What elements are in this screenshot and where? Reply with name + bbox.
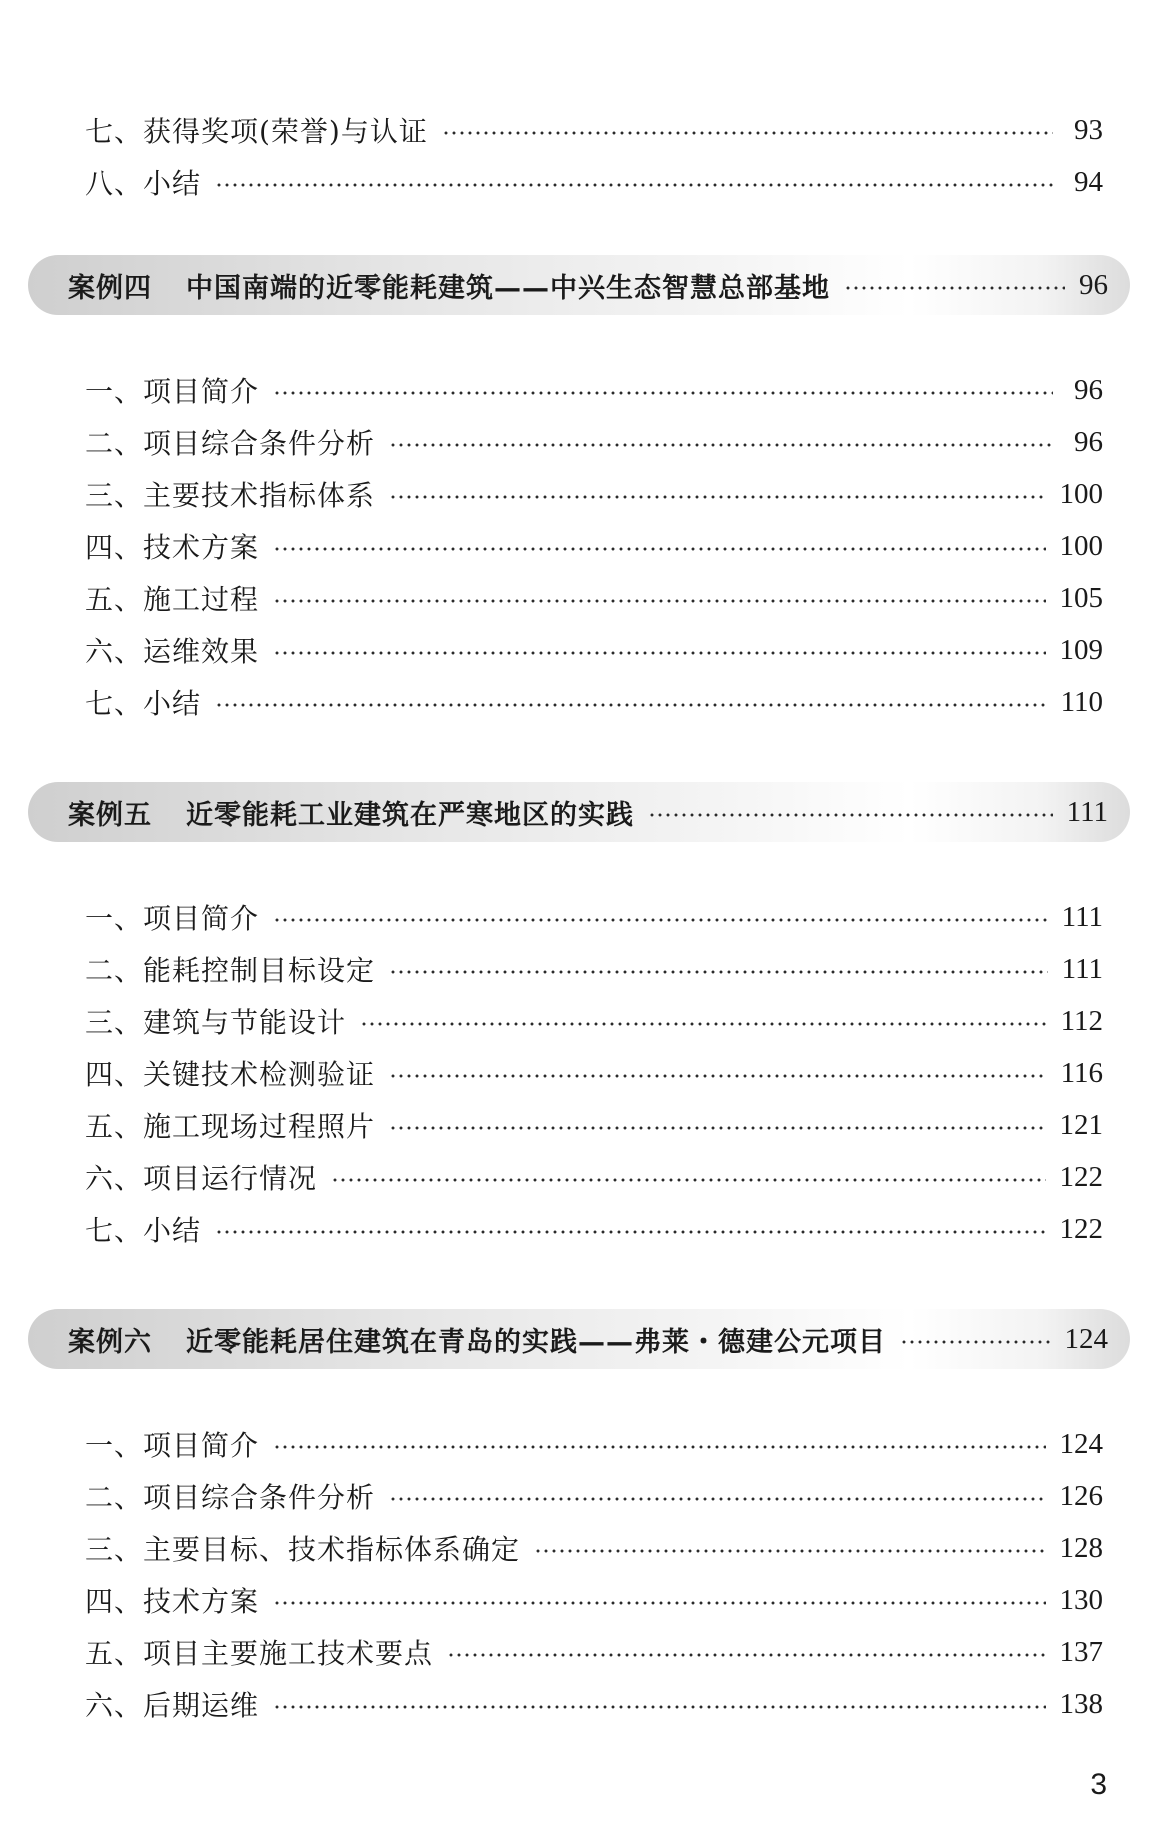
case-header[interactable] (28, 255, 1130, 315)
toc-entry-label: 八、小结 (85, 167, 202, 200)
case-title: 近零能耗工业建筑在严寒地区的实践 (186, 799, 634, 831)
leader-dots (389, 1126, 1045, 1130)
case-entries (0, 891, 1157, 1255)
leader-dots (447, 1653, 1045, 1657)
leader-dots (389, 495, 1045, 499)
toc-entry[interactable] (0, 1203, 1157, 1255)
toc-entry-page: 128 (1059, 1531, 1103, 1564)
toc-entry[interactable] (0, 624, 1157, 676)
toc-entry-page: 122 (1059, 1212, 1103, 1245)
toc-entry-page: 126 (1059, 1479, 1103, 1512)
toc-entry-label: 六、运维效果 (85, 635, 260, 668)
toc-entry-page: 100 (1059, 477, 1103, 510)
case-page: 111 (1066, 795, 1108, 828)
leader-dots (389, 1074, 1047, 1078)
toc-entry-label: 二、项目综合条件分析 (85, 1481, 376, 1514)
leader-dots (273, 1601, 1045, 1605)
toc-entry[interactable] (0, 995, 1157, 1047)
toc-entry-page: 116 (1060, 1056, 1103, 1089)
case-number: 案例六 (68, 1326, 152, 1358)
case-number: 案例四 (68, 272, 152, 304)
leader-dots (273, 391, 1053, 395)
toc-entry[interactable] (0, 104, 1157, 156)
toc-entry-page: 93 (1074, 113, 1103, 146)
toc-entry[interactable] (0, 1470, 1157, 1522)
case-entries (0, 1418, 1157, 1730)
case-entries (0, 364, 1157, 728)
toc-entry[interactable] (0, 416, 1157, 468)
toc-entry-label: 四、技术方案 (85, 1585, 260, 1618)
leader-dots (844, 286, 1065, 290)
leader-dots (442, 131, 1053, 135)
leader-dots (215, 703, 1047, 707)
toc-entry-label: 六、后期运维 (85, 1689, 260, 1722)
toc-entry-label: 二、项目综合条件分析 (85, 427, 376, 460)
toc-entry-page: 111 (1061, 900, 1103, 933)
case-header[interactable] (28, 1309, 1130, 1369)
leader-dots (273, 918, 1048, 922)
leader-dots (648, 813, 1053, 817)
toc-entry-label: 五、施工过程 (85, 583, 260, 616)
toc-entry-label: 四、关键技术检测验证 (85, 1058, 376, 1091)
toc-entry-label: 五、项目主要施工技术要点 (85, 1637, 434, 1670)
leader-dots (215, 1230, 1045, 1234)
case-title: 中国南端的近零能耗建筑——中兴生态智慧总部基地 (186, 272, 830, 304)
toc-entry-page: 96 (1074, 425, 1103, 458)
leader-dots (273, 547, 1045, 551)
toc-entry-page: 137 (1059, 1635, 1103, 1668)
toc-entry-page: 130 (1059, 1583, 1103, 1616)
toc-entry-page: 112 (1060, 1004, 1103, 1037)
case-page: 124 (1064, 1322, 1108, 1355)
toc-entry-label: 三、主要技术指标体系 (85, 479, 376, 512)
toc-entry[interactable] (0, 572, 1157, 624)
toc-entry-label: 三、主要目标、技术指标体系确定 (85, 1533, 521, 1566)
leader-dots (389, 1497, 1045, 1501)
toc-entry-page: 111 (1061, 952, 1103, 985)
toc-continuation (0, 104, 1157, 208)
toc-entry[interactable] (0, 364, 1157, 416)
page-number: 3 (1090, 1768, 1107, 1801)
toc-entry-label: 一、项目简介 (85, 902, 260, 935)
leader-dots (273, 599, 1045, 603)
leader-dots (360, 1022, 1047, 1026)
toc-entry-page: 109 (1059, 633, 1103, 666)
toc-entry-label: 七、小结 (85, 687, 202, 720)
toc-entry-label: 二、能耗控制目标设定 (85, 954, 376, 987)
toc-entry[interactable] (0, 676, 1157, 728)
toc-entry-page: 96 (1074, 373, 1103, 406)
leader-dots (389, 443, 1053, 447)
toc-entry[interactable] (0, 468, 1157, 520)
leader-dots (389, 970, 1048, 974)
toc-entry[interactable] (0, 520, 1157, 572)
toc-entry[interactable] (0, 1418, 1157, 1470)
leader-dots (273, 1705, 1045, 1709)
toc-entry[interactable] (0, 1574, 1157, 1626)
case-header[interactable] (28, 782, 1130, 842)
toc-entry[interactable] (0, 1522, 1157, 1574)
toc-entry-label: 五、施工现场过程照片 (85, 1110, 376, 1143)
toc-entry[interactable] (0, 943, 1157, 995)
case-page: 96 (1079, 268, 1108, 301)
leader-dots (534, 1549, 1045, 1553)
toc-entry[interactable] (0, 891, 1157, 943)
toc-entry-label: 一、项目简介 (85, 375, 260, 408)
leader-dots (900, 1340, 1051, 1344)
toc-entry[interactable] (0, 1099, 1157, 1151)
toc-entry-label: 三、建筑与节能设计 (85, 1006, 347, 1039)
leader-dots (273, 651, 1045, 655)
toc-entry[interactable] (0, 1678, 1157, 1730)
toc-entry[interactable] (0, 1626, 1157, 1678)
toc-entry-page: 138 (1059, 1687, 1103, 1720)
toc-entry-page: 110 (1060, 685, 1103, 718)
case-number: 案例五 (68, 799, 152, 831)
toc-entry[interactable] (0, 1151, 1157, 1203)
leader-dots (273, 1445, 1045, 1449)
leader-dots (215, 183, 1053, 187)
toc-entry[interactable] (0, 1047, 1157, 1099)
toc-entry-page: 122 (1059, 1160, 1103, 1193)
toc-entry-label: 六、项目运行情况 (85, 1162, 318, 1195)
case-title: 近零能耗居住建筑在青岛的实践——弗莱・德建公元项目 (186, 1326, 886, 1358)
toc-entry-label: 四、技术方案 (85, 531, 260, 564)
toc-entry-label: 七、小结 (85, 1214, 202, 1247)
toc-entry-page: 94 (1074, 165, 1103, 198)
leader-dots (331, 1178, 1045, 1182)
toc-entry-page: 100 (1059, 529, 1103, 562)
toc-entry[interactable] (0, 156, 1157, 208)
toc-entry-page: 121 (1059, 1108, 1103, 1141)
toc-entry-label: 一、项目简介 (85, 1429, 260, 1462)
toc-entry-page: 105 (1059, 581, 1103, 614)
toc-entry-label: 七、获得奖项(荣誉)与认证 (85, 115, 428, 148)
toc-entry-page: 124 (1059, 1427, 1103, 1460)
